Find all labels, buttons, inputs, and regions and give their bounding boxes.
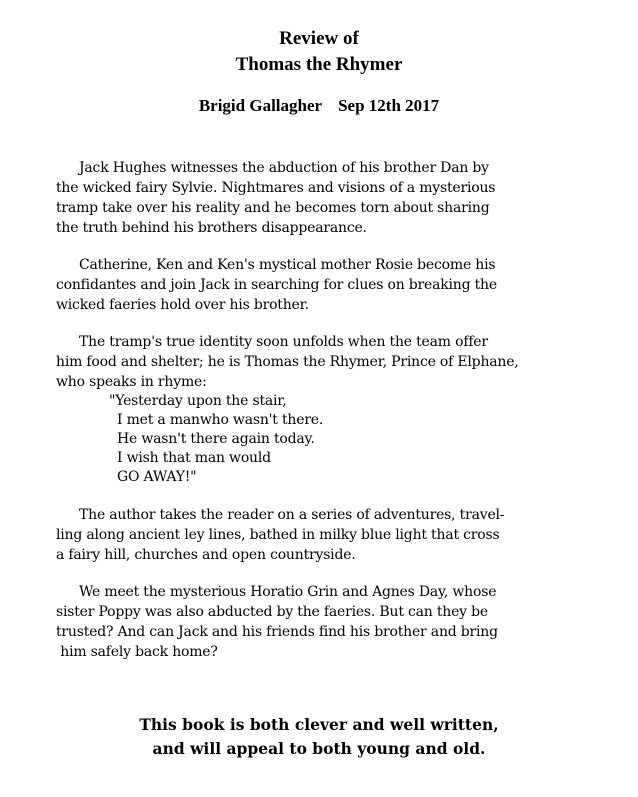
page-title-line-1: Review of xyxy=(279,28,359,49)
paragraph-5-line-3: trusted? And can Jack and his friends find his brother and bring xyxy=(56,624,498,640)
paragraph-4-line-2: ling along ancient ley lines, bathed in milky blue light that cross xyxy=(56,527,500,543)
closing-line-2: and will appeal to both young and old. xyxy=(152,739,486,758)
paragraph-4-line-3: a fairy hill, churches and open countryside. xyxy=(56,547,356,563)
poem-line-3: He wasn't there again today. xyxy=(117,431,315,447)
paragraph-5-line-2: sister Poppy was also abducted by the faeries. But can they be xyxy=(56,604,488,620)
byline-date: Sep 12th 2017 xyxy=(338,96,440,115)
byline-author: Brigid Gallagher xyxy=(198,96,323,115)
paragraph-4-line-1: The author takes the reader on a series of adventures, travel- xyxy=(79,507,505,523)
paragraph-2-line-1: Catherine, Ken and Ken's mystical mother Rosie become his xyxy=(79,257,496,273)
paragraph-5-line-4: him safely back home? xyxy=(56,644,218,660)
paragraph-3-line-3: who speaks in rhyme: xyxy=(56,374,207,390)
paragraph-5-line-1: We meet the mysterious Horatio Grin and Agnes Day, whose xyxy=(79,584,497,600)
paragraph-1-line-2: the wicked fairy Sylvie. Nightmares and visions of a mysterious xyxy=(56,180,496,196)
poem-line-5: GO AWAY!" xyxy=(117,469,197,485)
poem-line-1: "Yesterday upon the stair, xyxy=(109,393,287,409)
page-title-line-2: Thomas the Rhymer xyxy=(235,54,403,75)
closing-line-1: This book is both clever and well written, xyxy=(139,715,499,734)
poem-line-4: I wish that man would xyxy=(117,450,271,466)
paragraph-2-line-2: confidantes and join Jack in searching for clues on breaking the xyxy=(56,277,497,293)
poem-line-2: I met a manwho wasn't there. xyxy=(117,412,324,428)
byline xyxy=(0,96,638,116)
paragraph-3-line-1: The tramp's true identity soon unfolds when the team offer xyxy=(79,334,488,350)
paragraph-2-line-3: wicked faeries hold over his brother. xyxy=(56,297,309,313)
paragraph-3-line-2: him food and shelter; he is Thomas the Rhymer, Prince of Elphane, xyxy=(56,354,519,370)
paragraph-1-line-3: tramp take over his reality and he becomes torn about sharing xyxy=(56,200,490,216)
paragraph-1-line-1: Jack Hughes witnesses the abduction of his brother Dan by xyxy=(79,160,489,176)
paragraph-1-line-4: the truth behind his brothers disappearance. xyxy=(56,220,367,236)
